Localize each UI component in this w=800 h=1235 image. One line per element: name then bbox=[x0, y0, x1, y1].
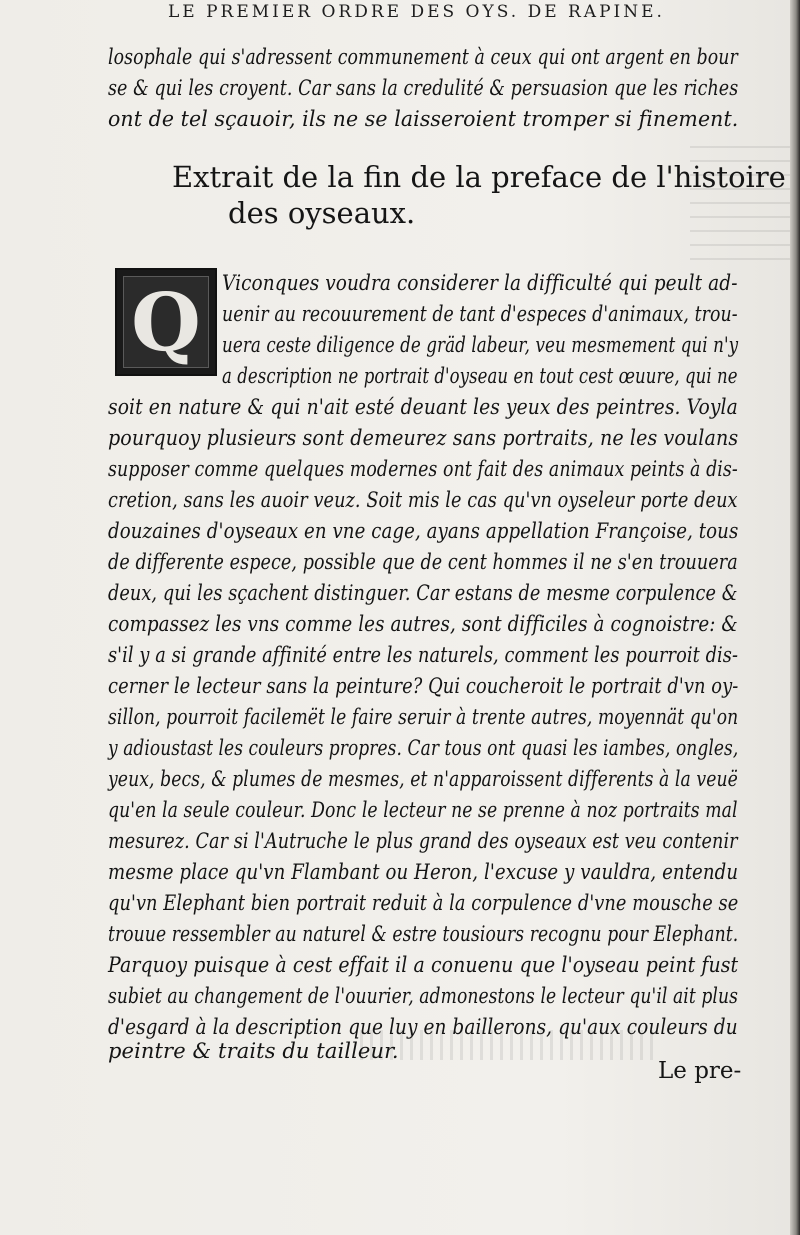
text-line: Parquoy puisque à cest effait il a conuenu que l'oyseau peint fust bbox=[108, 953, 739, 977]
running-head: LE PREMIER ORDRE DES OYS. DE RAPINE. bbox=[168, 2, 665, 22]
text-line: mesurez. Car si l'Autruche le plus grand des oyseaux est veu contenir bbox=[108, 829, 738, 853]
text-line: se & qui les croyent. Car sans la credulité & persuasion que les riches bbox=[108, 76, 739, 100]
text-line: subiet au changement de l'ouurier, admonestons le lecteur qu'il ait plus bbox=[108, 984, 738, 1008]
text-line: yeux, becs, & plumes de mesmes, et n'apparoissent differents à la veuë bbox=[108, 767, 738, 791]
text-line: qu'vn Elephant bien portrait reduit à la corpulence d'vne mousche se bbox=[108, 891, 739, 915]
text-line: losophale qui s'adressent communement à ceux qui ont argent en bour bbox=[108, 45, 738, 69]
text-line: cerner le lecteur sans la peinture? Qui coucheroit le portrait d'vn oy- bbox=[108, 674, 739, 698]
text-line: uera ceste diligence de gräd labeur, veu mesmement qui n'y bbox=[222, 333, 739, 357]
text-line: soit en nature & qui n'ait esté deuant les yeux des peintres. Voyla bbox=[108, 395, 738, 419]
text-line: deux, qui les sçachent distinguer. Car estans de mesme corpulence & bbox=[108, 581, 738, 605]
text-line: y adioustast les couleurs propres. Car tous ont quasi les iambes, ongles, bbox=[108, 736, 739, 760]
text-line: qu'en la seule couleur. Donc le lecteur ne se prenne à noz portraits mal bbox=[108, 798, 738, 822]
text-line: trouue ressembler au naturel & estre tousiours recognu pour Elephant. bbox=[108, 922, 739, 946]
text-line: ont de tel sçauoir, ils ne se laisseroient tromper si finement. bbox=[108, 107, 739, 131]
text-line: compassez les vns comme les autres, sont difficiles à cognoistre: & bbox=[108, 612, 738, 636]
text-line: de differente espece, possible que de cent hommes il ne s'en trouuera bbox=[108, 550, 738, 574]
text-line: cretion, sans les auoir veuz. Soit mis le cas qu'vn oyseleur porte deux bbox=[108, 488, 738, 512]
text-line: mesme place qu'vn Flambant ou Heron, l'excuse y vauldra, entendu bbox=[108, 860, 739, 884]
section-heading-line-1: Extrait de la fin de la preface de l'histoire bbox=[172, 160, 786, 194]
text-line: Viconques voudra considerer la difficulté qui peult ad- bbox=[222, 271, 738, 295]
text-line: s'il y a si grande affinité entre les naturels, comment les pourroit dis- bbox=[108, 643, 739, 667]
text-line: douzaines d'oyseaux en vne cage, ayans appellation Françoise, tous bbox=[108, 519, 739, 543]
text-line: peintre & traits du tailleur. bbox=[108, 1039, 399, 1063]
text-line: sillon, pourroit facilemët le faire seruir à trente autres, moyennät qu'on bbox=[108, 705, 739, 729]
text-line: a description ne portrait d'oyseau en tout cest œuure, qui ne bbox=[222, 364, 738, 388]
text-line: pourquoy plusieurs sont demeurez sans portraits, ne les voulans bbox=[108, 426, 739, 450]
section-heading-line-2: des oyseaux. bbox=[228, 196, 416, 230]
text-line: uenir au recouurement de tant d'especes d'animaux, trou- bbox=[222, 302, 738, 326]
show-through-text bbox=[690, 140, 790, 260]
decorated-initial bbox=[115, 268, 217, 376]
initial-letter: Q bbox=[131, 275, 201, 369]
catchword: Le pre- bbox=[658, 1058, 742, 1084]
page-edge bbox=[790, 0, 800, 1235]
text-line: d'esgard à la description que luy en baillerons, qu'aux couleurs du bbox=[108, 1015, 738, 1039]
text-line: supposer comme quelques modernes ont fait des animaux peints à dis- bbox=[108, 457, 738, 481]
